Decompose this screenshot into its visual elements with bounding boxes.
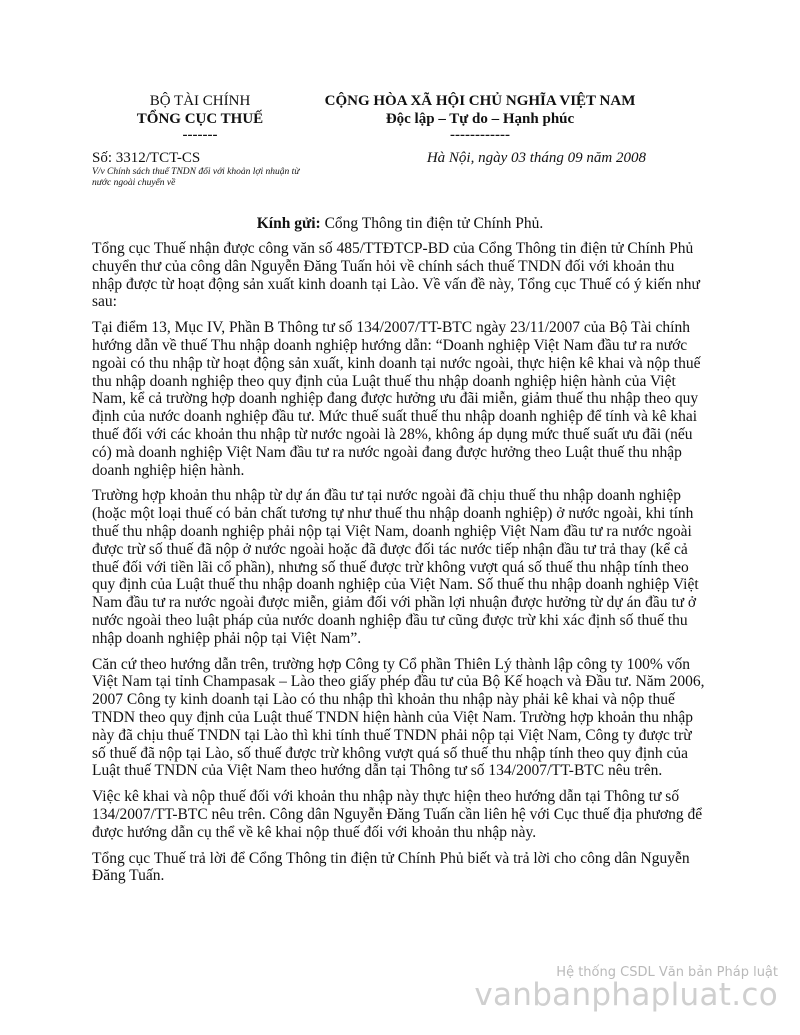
motto-separator: ------------ bbox=[450, 127, 510, 143]
ministry-name: BỘ TÀI CHÍNH bbox=[149, 93, 251, 109]
body-paragraph: Tổng cục Thuế trả lời để Cổng Thông tin điện tử Chính Phủ biết và trả lời cho công dân Nguyễn Đăng Tuấn. bbox=[92, 849, 690, 885]
body-paragraph: Việc kê khai và nộp thuế đối với khoản thu nhập này thực hiện theo hướng dẫn tại Thông tư số 134/2007/TT-BTC nêu trên. Công dân Nguyễn Đăng Tuấn cần liên hệ với Cục thuế địa phương để được hướng dẫn cụ thể về kê khai nộp thuế đối với khoản thu nhập này. bbox=[92, 788, 703, 841]
recipient-name: Cổng Thông tin điện tử Chính Phủ. bbox=[320, 215, 544, 232]
body-paragraph: Tổng cục Thuế nhận được công văn số 485/TTĐTCP-BD của Cổng Thông tin điện tử Chính Phủ chuyển thư của công dân Nguyễn Đăng Tuấn hỏi về chính sách thuế TNDN đối với khoản thu nhập được từ hoạt động sản xuất kinh doanh tại Lào. Về vấn đề này, Tổng cục Thuế có ý kiến như sau: bbox=[92, 240, 700, 311]
place-date: Hà Nội, ngày 03 tháng 09 năm 2008 bbox=[426, 150, 646, 166]
country-name: CỘNG HÒA XÃ HỘI CHỦ NGHĨA VIỆT NAM bbox=[324, 93, 636, 109]
document-number: Số: 3312/TCT-CS bbox=[92, 150, 201, 166]
document-body bbox=[92, 240, 708, 893]
recipient-line bbox=[92, 214, 708, 233]
body-paragraph: Tại điểm 13, Mục IV, Phần B Thông tư số 134/2007/TT-BTC ngày 23/11/2007 của Bộ Tài chính hướng dẫn về thuế Thu nhập doanh nghiệp hướng dẫn: “Doanh nghiệp Việt Nam đầu tư ra nước ngoài có thu nhập từ hoạt động sản xuất, kinh doanh tại nước ngoài, thực hiện kê khai và nộp thuế thu nhập doanh nghiệp theo quy định của Luật thuế thu nhập doanh nghiệp hiện hành của Việt Nam, kể cả trường hợp doanh nghiệp đang được hưởng ưu đãi miễn, giảm thuế thu nhập theo quy định của nước doanh nghiệp đầu tư. Mức thuế suất thuế thu nhập doanh nghiệp để tính và kê khai thuế đối với các khoản thu nhập từ nước ngoài là 28%, không áp dụng mức thuế suất ưu đãi (nếu có) mà doanh nghiệp Việt Nam đầu tư ra nước ngoài đang được hưởng theo Luật thuế thu nhập doanh nghiệp hiện hành. bbox=[92, 319, 701, 479]
watermark-site: vanbanphapluat.co bbox=[474, 977, 778, 1013]
national-motto: Độc lập – Tự do – Hạnh phúc bbox=[385, 111, 575, 127]
issuer-block bbox=[100, 92, 300, 142]
document-subject: V/v Chính sách thuế TNDN đối với khoản lợi nhuận từ nước ngoài chuyển về bbox=[92, 167, 300, 188]
recipient-label: Kính gửi: bbox=[256, 215, 321, 232]
national-header bbox=[290, 92, 670, 142]
watermark-caption: Hệ thống CSDL Văn bản Pháp luật bbox=[556, 965, 778, 980]
body-paragraph: Trường hợp khoản thu nhập từ dự án đầu tư tại nước ngoài đã chịu thuế thu nhập doanh nghiệp (hoặc một loại thuế có bản chất tương tự như thuế thu nhập doanh nghiệp) ở nước ngoài, khi tính thuế thu nhập doanh nghiệp phải nộp tại Việt Nam, doanh nghiệp Việt Nam đầu tư ra nước ngoài được trừ số thuế đã nộp ở nước ngoài hoặc đã được đối tác nước tiếp nhận đầu tư trả thay (kể cả thuế đối với tiền lãi cổ phần), nhưng số thuế được trừ không vượt quá số thuế thu nhập tính theo quy định của Luật thuế thu nhập doanh nghiệp của Việt Nam. Số thuế thu nhập doanh nghiệp Việt Nam đầu tư ra nước ngoài được miễn, giảm đối với phần lợi nhuận được hưởng từ dự án đầu tư ở nước ngoài theo luật pháp của nước doanh nghiệp đầu tư cũng được trừ khi xác định số thuế thu nhập doanh nghiệp phải nộp tại Việt Nam”. bbox=[92, 487, 699, 647]
issuer-separator: ------- bbox=[182, 127, 218, 143]
body-paragraph: Căn cứ theo hướng dẫn trên, trường hợp Công ty Cổ phần Thiên Lý thành lập công ty 100% vốn Việt Nam tại tỉnh Champasak – Lào theo giấy phép đầu tư của Bộ Kế hoạch và Đầu tư. Năm 2006, 2007 Công ty kinh doanh tại Lào có thu nhập thì khoản thu nhập này phải kê khai và nộp thuế TNDN theo quy định của Luật thuế TNDN hiện hành của Việt Nam. Trường hợp khoản thu nhập này đã chịu thuế TNDN tại Lào thì khi tính thuế TNDN phải nộp tại Việt Nam, Công ty được trừ số thuế đã nộp tại Lào, số thuế được trừ không vượt quá số thuế thu nhập tính theo quy định của Luật thuế TNDN của Việt Nam theo hướng dẫn tại Thông tư số 134/2007/TT-BTC nêu trên. bbox=[92, 655, 705, 780]
department-name: TỔNG CỤC THUẾ bbox=[136, 111, 264, 127]
